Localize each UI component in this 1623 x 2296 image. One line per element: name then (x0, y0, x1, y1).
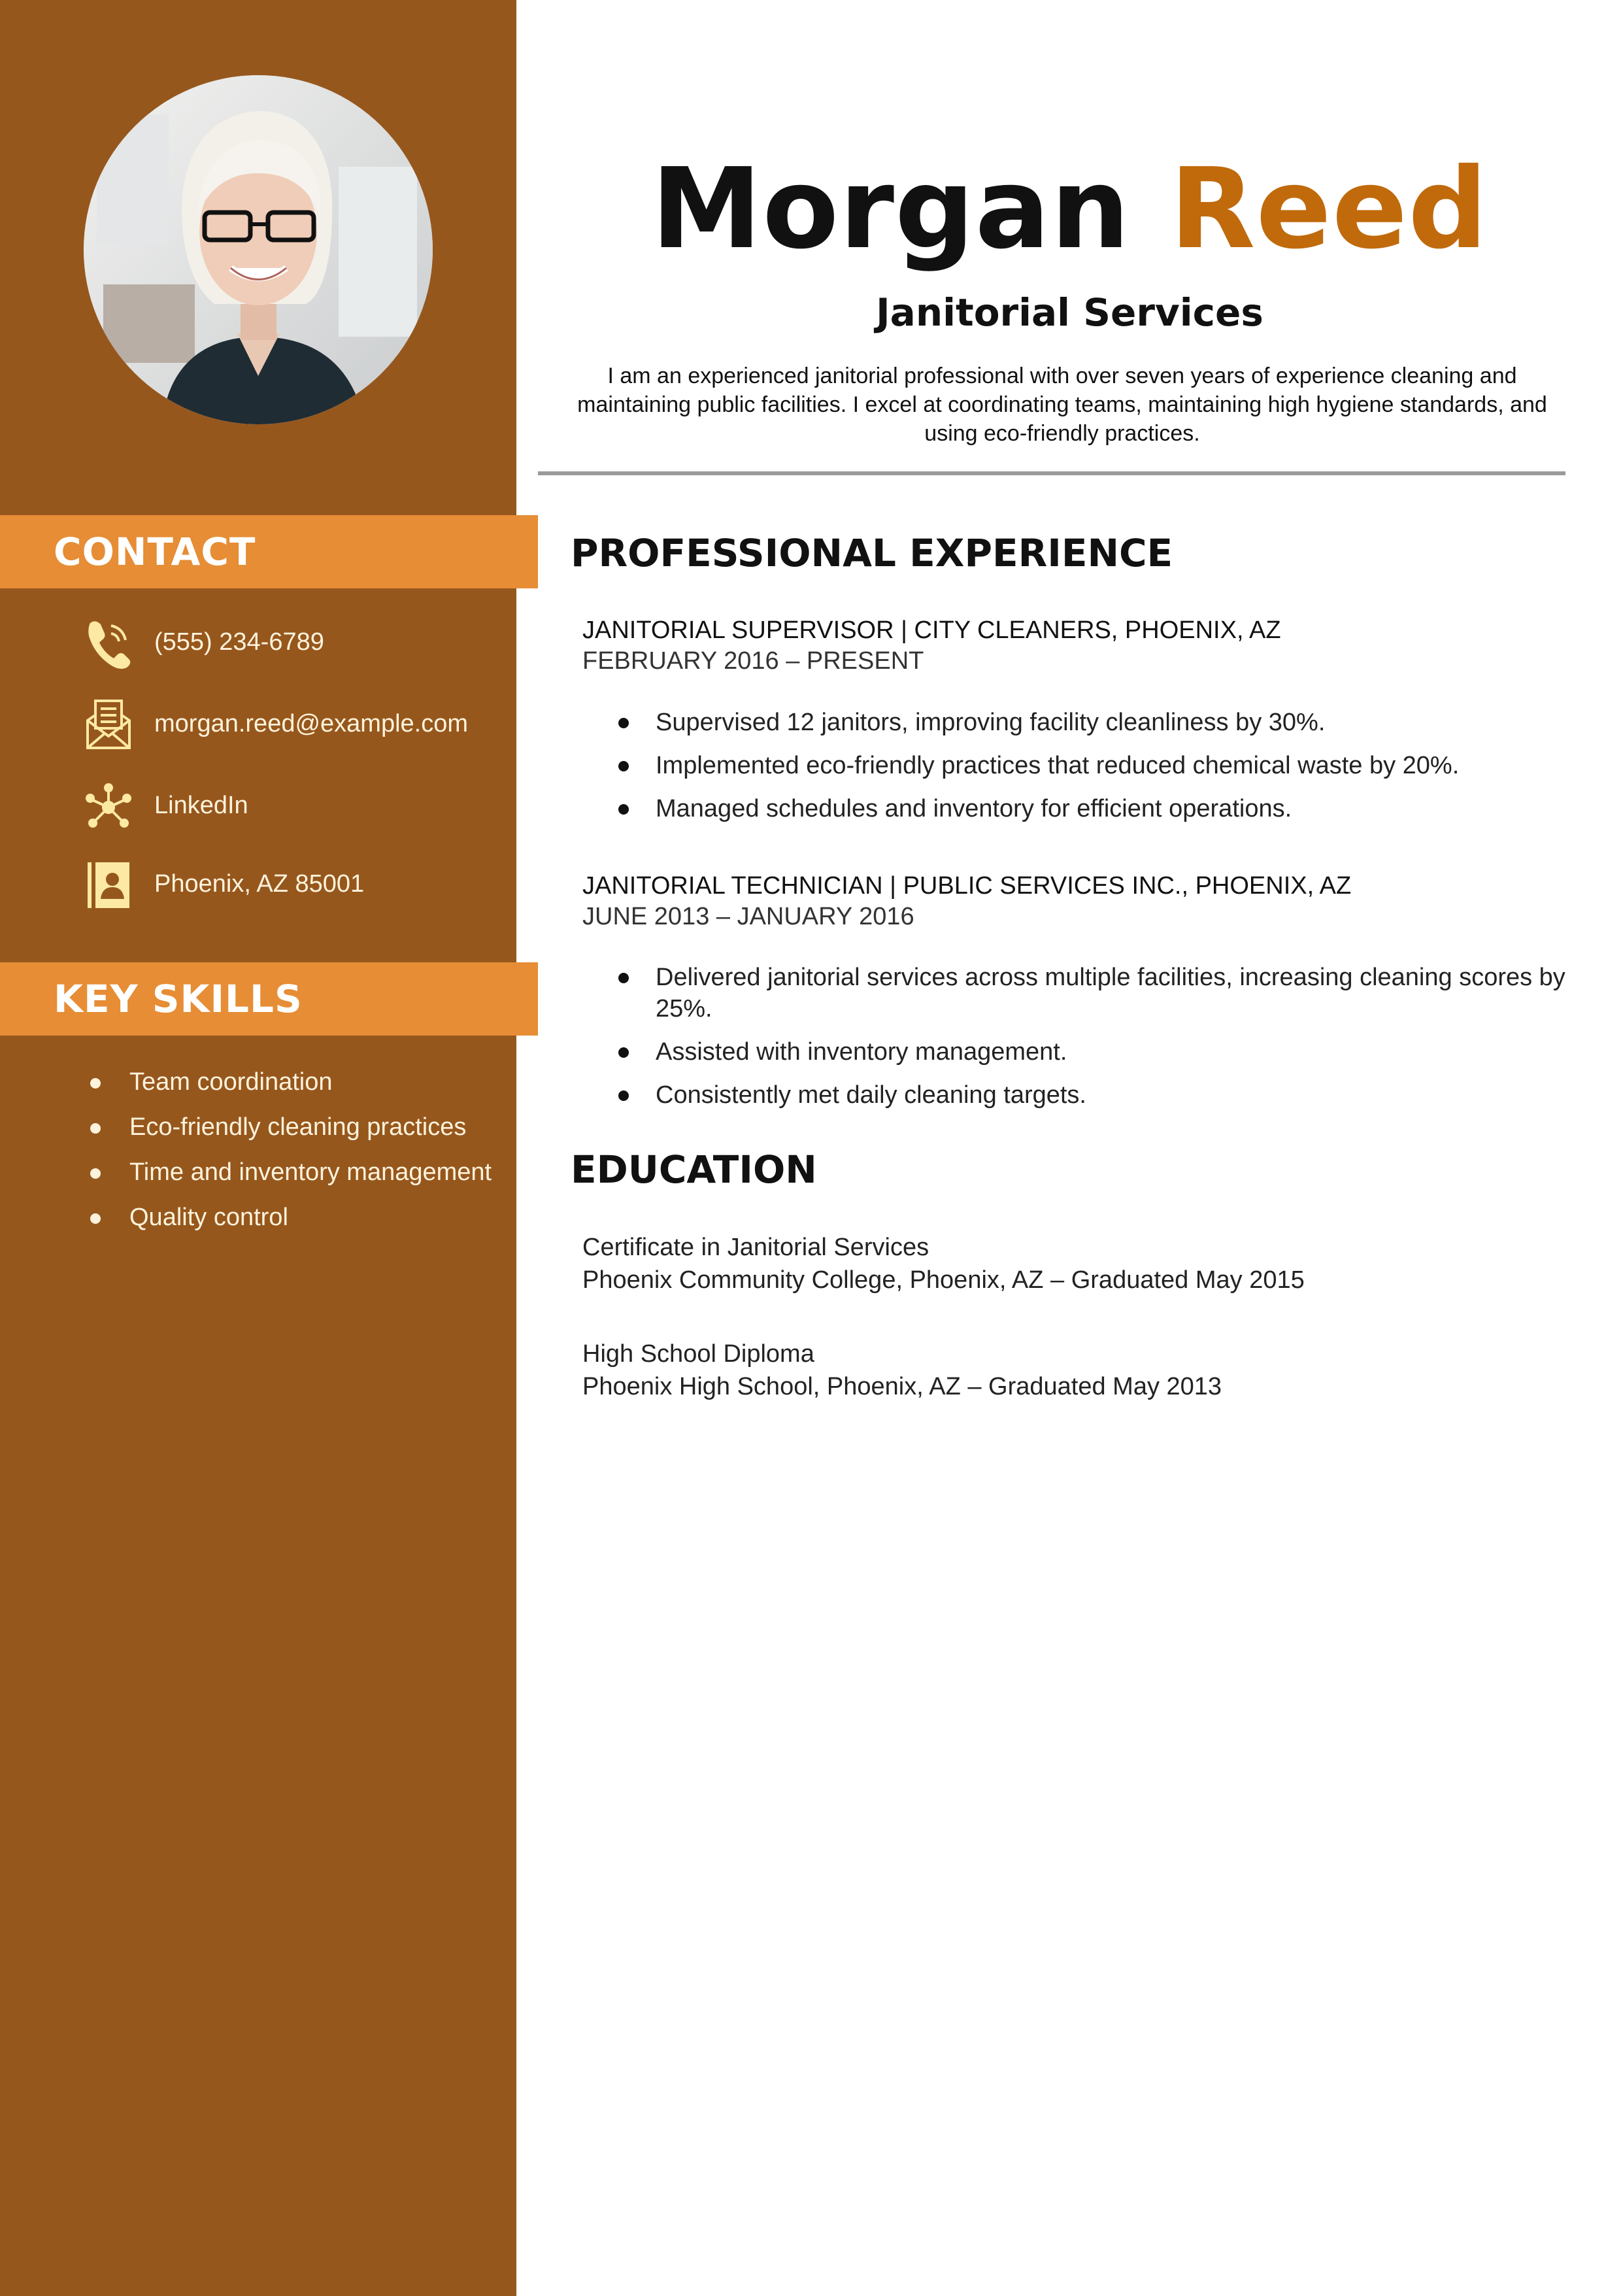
location: Phoenix, AZ 85001 (154, 870, 365, 898)
list-item: Delivered janitorial services across multiple facilities, increasing cleaning scores by 25%. (582, 962, 1602, 1024)
last-name: Reed (1169, 144, 1488, 274)
contact-email[interactable] (85, 698, 510, 751)
job-role: Janitorial Services (876, 290, 1263, 335)
contact-phone[interactable] (85, 616, 510, 669)
skills-list (85, 1066, 497, 1246)
contact-linkedin[interactable] (85, 780, 510, 832)
network-icon (85, 780, 132, 832)
list-item: Supervised 12 janitors, improving facility cleanliness by 30%. (582, 707, 1602, 738)
list-item: Implemented eco-friendly practices that reduced chemical waste by 20%. (582, 750, 1602, 781)
experience-heading: PROFESSIONAL EXPERIENCE (571, 531, 1173, 575)
list-item: Eco-friendly cleaning practices (85, 1111, 497, 1143)
education-school: Phoenix High School, Phoenix, AZ – Graduated May 2013 (582, 1373, 1222, 1400)
full-name (516, 144, 1623, 275)
contact-heading: CONTACT (54, 530, 256, 574)
education-school: Phoenix Community College, Phoenix, AZ – Graduated May 2015 (582, 1266, 1305, 1294)
skills-header-band (0, 962, 538, 1036)
profile-photo (84, 75, 433, 424)
list-item: Consistently met daily cleaning targets. (582, 1079, 1602, 1111)
job-title: JANITORIAL SUPERVISOR | CITY CLEANERS, PHOENIX, AZ (582, 616, 1281, 644)
address-card-icon (85, 858, 132, 911)
skills-heading: KEY SKILLS (54, 977, 303, 1021)
phone-number: (555) 234-6789 (154, 628, 324, 656)
linkedin-link: LinkedIn (154, 792, 248, 819)
education-degree: High School Diploma (582, 1340, 814, 1368)
profile-summary: I am an experienced janitorial professional with over seven years of experience cleaning and maintaining public facilities. I excel at coordinating teams, maintaining high hygiene standards, and using eco-friendly practices. (577, 363, 1547, 446)
list-item: Assisted with inventory management. (582, 1036, 1602, 1068)
education-item (582, 1231, 1305, 1296)
first-name: Morgan (651, 144, 1131, 274)
phone-icon (85, 616, 132, 669)
email-address: morgan.reed@example.com (154, 710, 469, 737)
job-bullets (582, 962, 1602, 1123)
sidebar (0, 0, 516, 2296)
list-item: Quality control (85, 1201, 497, 1234)
envelope-icon (85, 698, 132, 751)
list-item: Time and inventory management (85, 1156, 497, 1189)
education-degree: Certificate in Janitorial Services (582, 1234, 929, 1261)
job-title: JANITORIAL TECHNICIAN | PUBLIC SERVICES INC., PHOENIX, AZ (582, 872, 1352, 900)
contact-header-band (0, 515, 538, 588)
list-item: Team coordination (85, 1066, 497, 1098)
header-divider (538, 471, 1565, 475)
education-heading: EDUCATION (571, 1147, 817, 1192)
job-dates: FEBRUARY 2016 – PRESENT (582, 647, 924, 675)
job-bullets (582, 707, 1602, 836)
job-dates: JUNE 2013 – JANUARY 2016 (582, 903, 914, 930)
education-item (582, 1338, 1222, 1403)
list-item: Managed schedules and inventory for efficient operations. (582, 793, 1602, 824)
contact-address (85, 858, 510, 911)
